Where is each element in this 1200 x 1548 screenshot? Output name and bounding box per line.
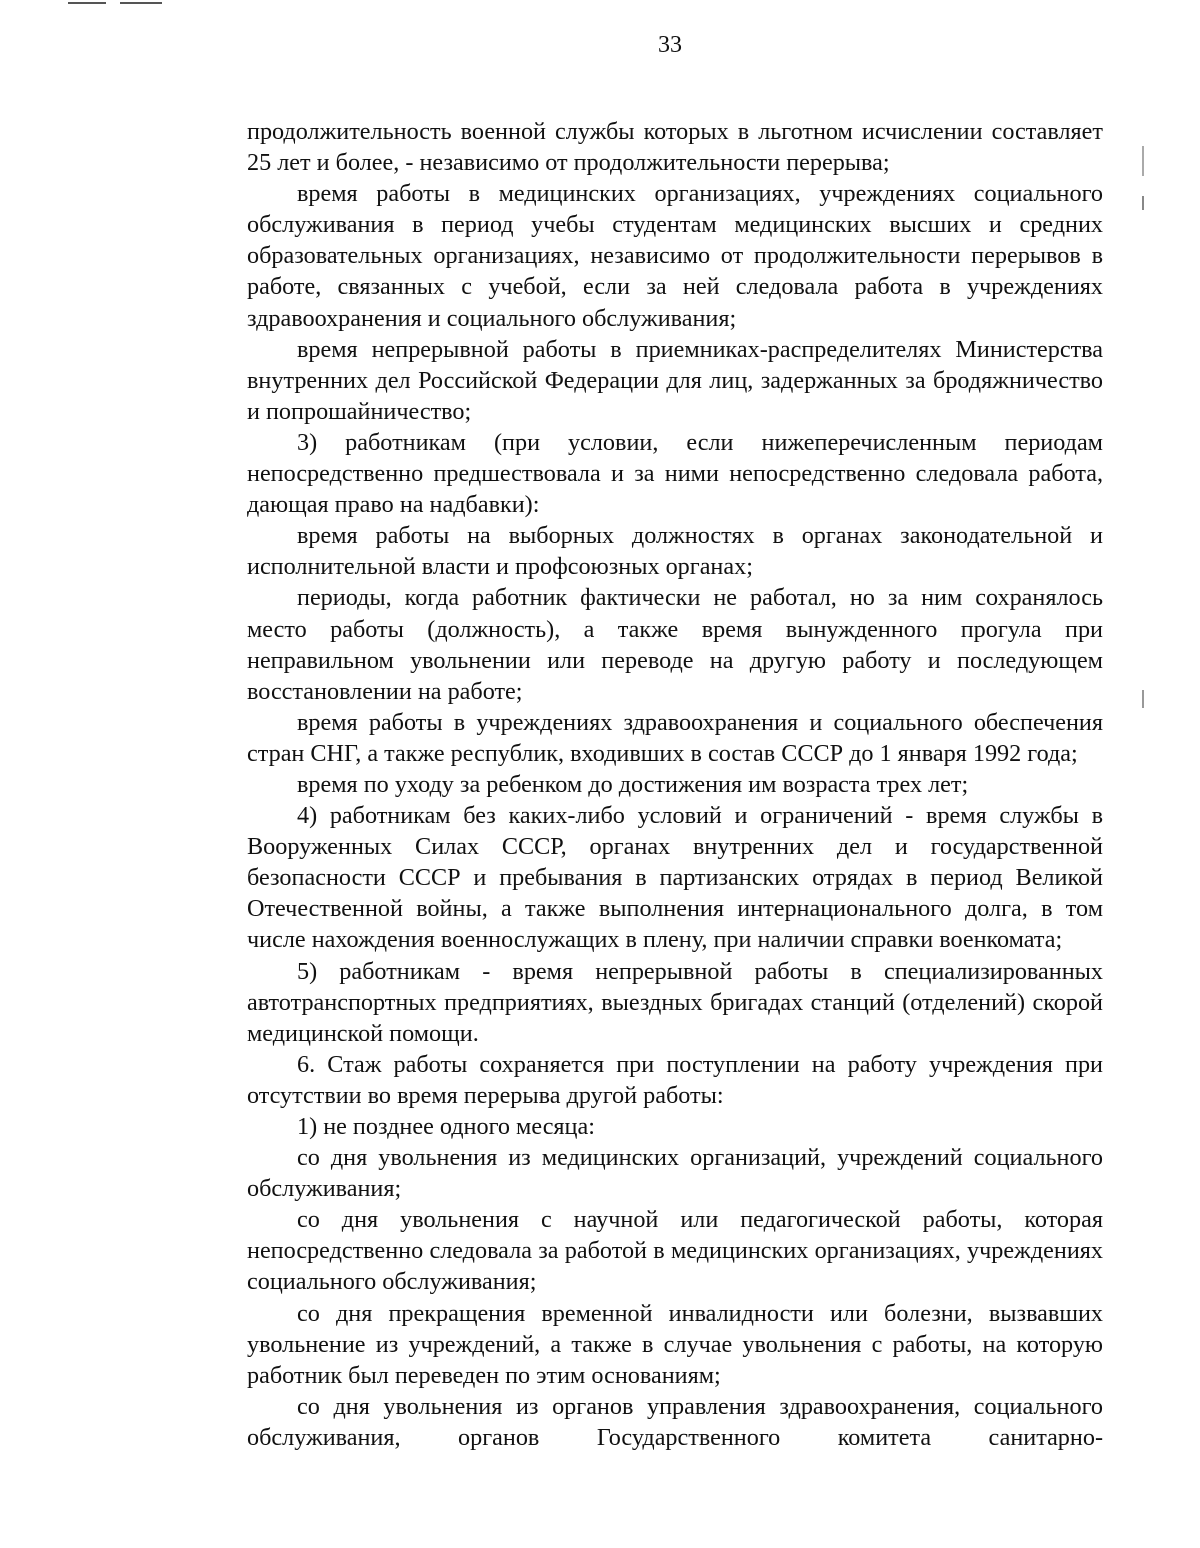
scan-edge-mark (68, 2, 106, 4)
paragraph: время по уходу за ребенком до достижения им возраста трех лет; (297, 770, 969, 798)
paragraph: 3) работникам (при условии, если нижеперечисленным периодам непосредственно предшествовала и за ними непосредственно следовала работа, дающая право на надбавки): (247, 428, 1103, 519)
page-number: 33 (658, 32, 682, 58)
paragraph: 6. Стаж работы сохраняется при поступлении на работу учреждения при отсутствии во время перерыва другой работы: (247, 1050, 1103, 1109)
paragraph: время непрерывной работы в приемниках-распределителях Министерства внутренних дел Российской Федерации для лиц, задержанных за бродяжничество и попрошайничество; (247, 335, 1103, 425)
paragraph: со дня увольнения из медицинских организаций, учреждений социального обслуживания; (247, 1144, 1103, 1203)
scan-edge-mark (1142, 196, 1144, 210)
paragraph: продолжительность военной службы которых в льготном исчислении составляет 25 лет и более, - независимо от продолжительности перерыва; (247, 118, 1103, 177)
paragraph: 5) работникам - время непрерывной работы в специализированных автотранспортных предприятиях, выездных бригадах станций (отделений) скорой медицинской помощи. (247, 957, 1103, 1047)
document-body (247, 116, 1103, 1453)
scan-edge-mark (1142, 690, 1144, 708)
paragraph: время работы в учреждениях здравоохранения и социального обеспечения стран СНГ, а также республик, входивших в состав СССР до 1 января 1992 года; (247, 708, 1103, 767)
paragraph: время работы на выборных должностях в органах законодательной и исполнительной власти и профсоюзных органах; (247, 522, 1103, 581)
paragraph: 4) работникам без каких-либо условий и ограничений - время службы в Вооруженных Силах СССР, органах внутренних дел и государственной безопасности СССР и пребывания в партизанских отрядах в период Великой Отечественной войны, а также выполнения интернационального долга, в том числе нахождения военнослужащих в плену, при наличии справки военкомата; (247, 802, 1103, 954)
paragraph: со дня увольнения с научной или педагогической работы, которая непосредственно следовала за работой в медицинских организациях, учреждениях социального обслуживания; (247, 1206, 1103, 1296)
scan-edge-mark (1142, 146, 1144, 176)
paragraph: периоды, когда работник фактически не работал, но за ним сохранялось место работы (должность), а также время вынужденного прогула при неправильном увольнении или переводе на другую работу и последующем восстановлении на работе; (247, 584, 1103, 705)
paragraph: со дня увольнения из органов управления здравоохранения, социального обслуживания, органов Государственного комитета санитарно- (247, 1392, 1103, 1451)
paragraph: со дня прекращения временной инвалидности или болезни, вызвавших увольнение из учреждений, а также в случае увольнения с работы, на которую работник был переведен по этим основаниям; (247, 1299, 1103, 1389)
paragraph: 1) не позднее одного месяца: (297, 1113, 595, 1140)
paragraph: время работы в медицинских организациях, учреждениях социального обслуживания в период учебы студентам медицинских высших и средних образовательных организациях, независимо от продолжительности перерывов в работе, связанных с учебой, если за ней следовала работа в учреждениях здравоохранения и социального обслуживания; (247, 180, 1103, 332)
scan-edge-mark (120, 2, 162, 4)
